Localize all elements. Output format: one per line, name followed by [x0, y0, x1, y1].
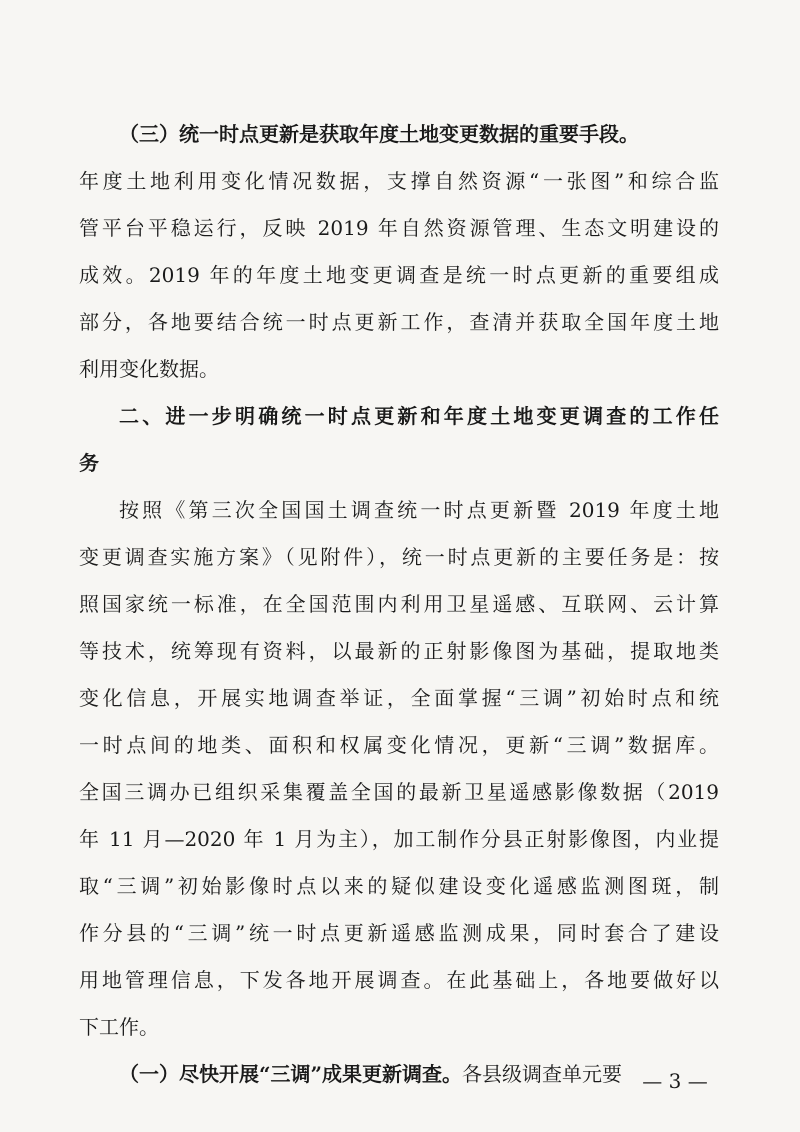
paragraph-line: 按照《第三次全国国土调查统一时点更新暨 2019 年度土地 — [119, 498, 719, 522]
paragraph-line: 利用变化数据。 — [79, 357, 219, 381]
paragraph-line: 作分县的“三调”统一时点更新遥感监测成果，同时套合了建设 — [79, 921, 719, 945]
paragraph-line: 下工作。 — [79, 1015, 159, 1039]
section-2-heading-line1: 二、进一步明确统一时点更新和年度土地变更调查的工作任 — [119, 404, 719, 428]
paragraph-line: 取“三调”初始影像时点以来的疑似建设变化遥感监测图斑，制 — [79, 874, 719, 898]
paragraph-line: 部分，各地要结合统一时点更新工作，查清并获取全国年度土地 — [79, 310, 719, 334]
paragraph-line: 年 11 月—2020 年 1 月为主），加工制作分县正射影像图，内业提 — [79, 827, 719, 851]
section-2-heading-line2: 务 — [79, 451, 99, 475]
section-3-heading: （三）统一时点更新是获取年度土地变更数据的重要手段。 — [119, 122, 639, 146]
paragraph-line: 照国家统一标准，在全国范围内利用卫星遥感、互联网、云计算 — [79, 592, 719, 616]
paragraph-line: 年度土地利用变化情况数据，支撑自然资源“一张图”和综合监 — [79, 169, 719, 193]
paragraph-line: 用地管理信息，下发各地开展调查。在此基础上，各地要做好以 — [79, 968, 719, 992]
page-number: — 3 — — [642, 1069, 708, 1093]
paragraph-line: 管平台平稳运行，反映 2019 年自然资源管理、生态文明建设的 — [79, 216, 719, 240]
paragraph-line: 等技术，统筹现有资料，以最新的正射影像图为基础，提取地类 — [79, 639, 719, 663]
paragraph-line: 变化信息，开展实地调查举证，全面掌握“三调”初始时点和统 — [79, 686, 719, 710]
paragraph-line: 全国三调办已组织采集覆盖全国的最新卫星遥感影像数据（2019 — [79, 780, 719, 804]
paragraph-line: 一时点间的地类、面积和权属变化情况，更新“三调”数据库。 — [79, 733, 719, 757]
subsection-1-text: 各县级调查单元要 — [462, 1062, 623, 1086]
paragraph-last-line — [119, 1003, 719, 1047]
paragraph-line: 成效。2019 年的年度土地变更调查是统一时点更新的重要组成 — [79, 263, 719, 287]
paragraph-line: 变更调查实施方案》（见附件），统一时点更新的主要任务是：按 — [79, 545, 719, 569]
subsection-1-heading: （一）尽快开展“三调”成果更新调查。 — [119, 1062, 463, 1086]
